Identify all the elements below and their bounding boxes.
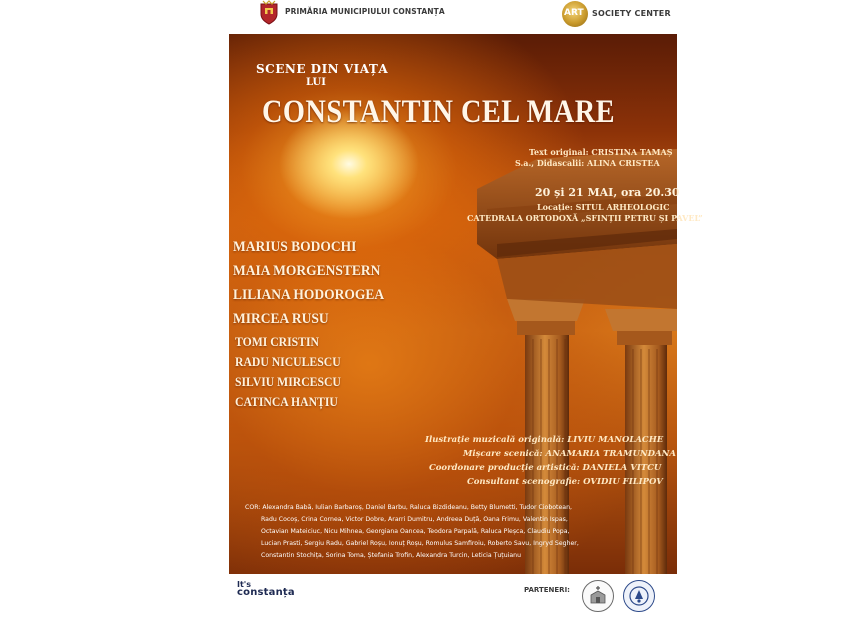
cast-member: MIRCEA RUSU <box>233 311 329 327</box>
society-center-text: SOCIETY CENTER <box>592 9 671 18</box>
footer <box>229 574 677 630</box>
subtitle-line-1: SCENE DIN VIAȚA <box>256 62 389 76</box>
choir-list-line: Radu Cocoș, Crina Cornea, Victor Dobre, Ararri Dumitru, Andreea Duță, Oana Frimu, Valentin Ispas, <box>261 516 568 523</box>
partners-label: PARTENERI: <box>524 586 570 594</box>
poster-image <box>229 34 703 574</box>
partner-church-emblem-icon <box>582 580 614 612</box>
location-line-1: Locație: SITUL ARHEOLOGIC <box>537 202 670 212</box>
municipality-name: PRIMĂRIA MUNICIPIULUI CONSTANȚA <box>285 7 445 16</box>
cast-member: RADU NICULESCU <box>235 354 341 369</box>
crew-credit: Mișcare scenică: ANAMARIA TRAMUNDANA <box>463 449 676 459</box>
city-crest-icon <box>257 1 281 25</box>
header <box>229 0 677 34</box>
location-line-2: CATEDRALA ORTODOXĂ „SFINȚII PETRU ȘI PAVEL” <box>467 213 703 223</box>
cast-member: TOMI CRISTIN <box>235 334 319 349</box>
crew-credit: Consultant scenografie: OVIDIU FILIPOV <box>467 477 663 487</box>
play-title: CONSTANTIN CEL MARE <box>262 94 615 130</box>
cast-member: CATINCA HANȚIU <box>235 394 338 409</box>
its-logo-line-1: It's <box>237 580 252 589</box>
crew-credit: Ilustrație muzicală originală: LIVIU MANOLACHE <box>425 435 664 445</box>
poster-page <box>229 0 703 630</box>
its-constanta-logo <box>237 581 295 597</box>
crew-credit: Coordonare producție artistică: DANIELA VITCU <box>429 463 662 473</box>
cast-member: SILVIU MIRCESCU <box>235 374 341 389</box>
subtitle-line-2: LUI <box>306 77 326 88</box>
choir-list-line: Constantin Stochița, Sorina Toma, Ștefania Trofin, Alexandra Turcin, Leticia Țuțuianu <box>261 552 521 559</box>
art-logo-text: ART <box>564 8 584 18</box>
credit-text-author: Text original: CRISTINA TAMAȘ <box>529 147 673 157</box>
choir-list-line: COR: Alexandra Babă, Iulian Barbaroș, Daniel Barbu, Raluca Bizdideanu, Betty Blumetti, Tudor Ciobotean, <box>245 504 572 511</box>
art-society-logo <box>562 1 671 29</box>
cast-member: LILIANA HODOROGEA <box>233 287 385 303</box>
choir-list-line: Lucian Prasti, Sergiu Radu, Gabriel Roșu, Ionuț Roșu, Romulus Samfiroiu, Roberto Savu, Ingryd Segher, <box>261 540 579 547</box>
cast-member: MAIA MORGENSTERN <box>233 263 381 279</box>
credit-didascalii: S.a., Didascalii: ALINA CRISTEA <box>515 158 660 168</box>
choir-list-line: Octavian Mateiciuc, Nicu Mihnea, Georgiana Oancea, Teodora Parpală, Raluca Pleșca, Claudiu Popa, <box>261 528 570 535</box>
its-logo-line-2: constanța <box>237 587 295 598</box>
cast-member: MARIUS BODOCHI <box>233 239 357 255</box>
performance-date: 20 și 21 MAI, ora 20.30 <box>535 186 680 199</box>
partner-seal-icon <box>623 580 655 612</box>
